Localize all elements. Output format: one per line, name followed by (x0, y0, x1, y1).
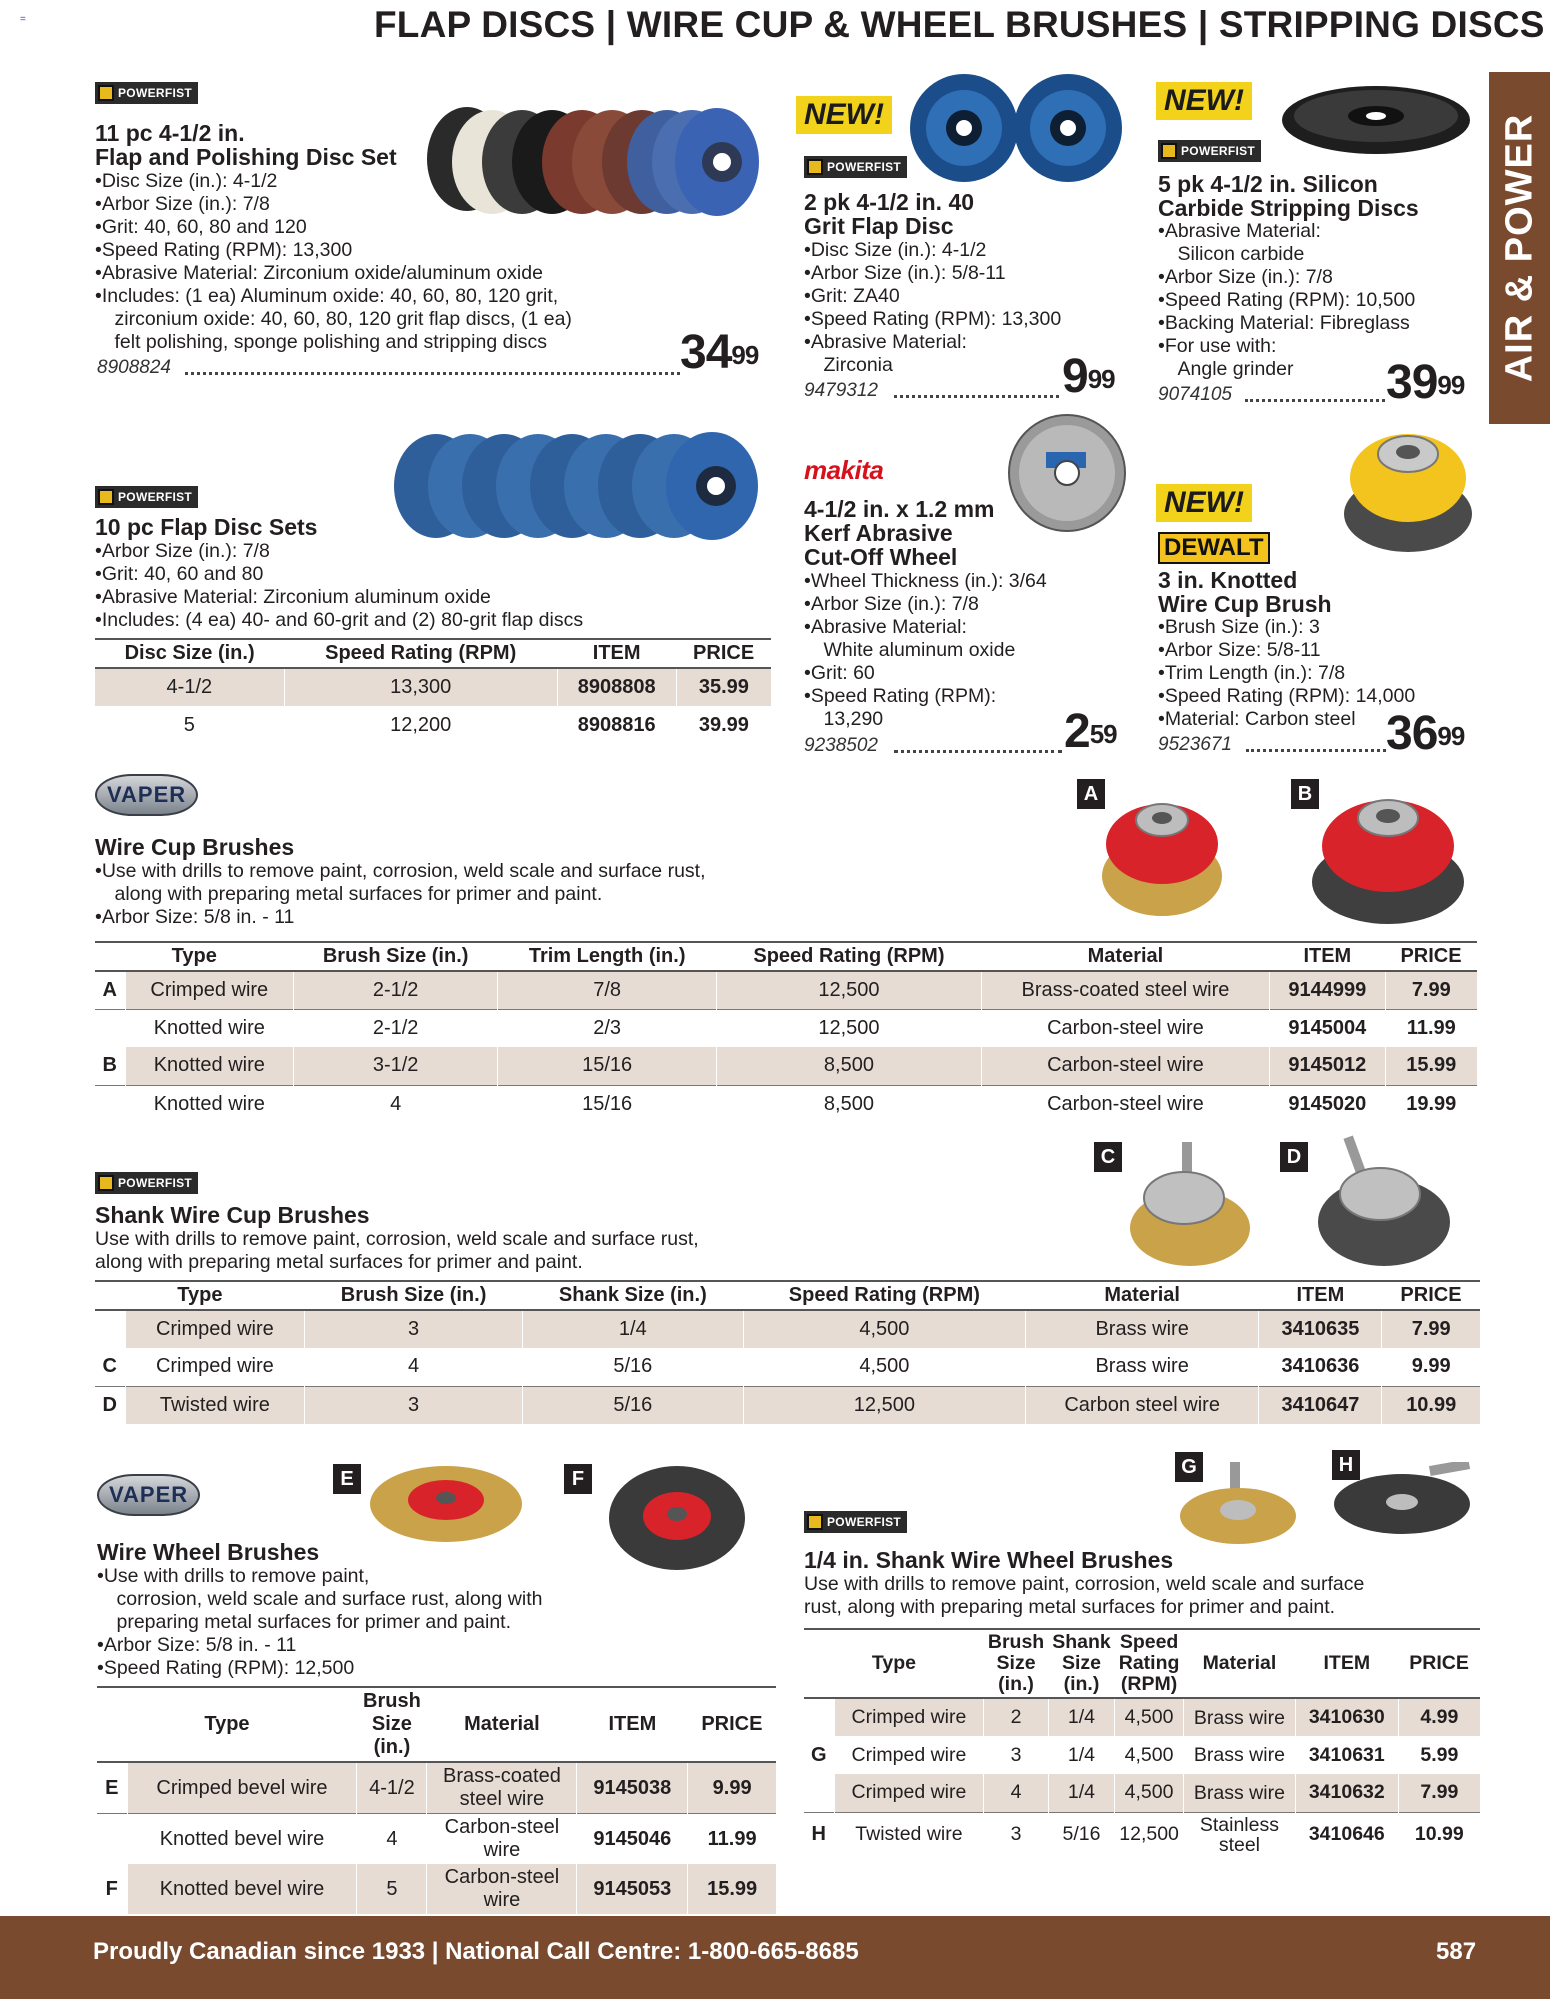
table-cell: 12,200 (284, 706, 557, 744)
spec-line: •Arbor Size: 5/8 in. - 11 (97, 1634, 297, 1656)
table-cell: 7/8 (498, 971, 717, 1009)
spec-line: •Use with drills to remove paint, (97, 1565, 370, 1587)
grit-flap-disc-image (906, 72, 1128, 188)
product-title: Shank Wire Cup Brushes (95, 1202, 370, 1228)
product-specs (95, 860, 706, 929)
table-cell: Twisted wire (125, 1386, 305, 1424)
section-tab-label: AIR & POWER (1498, 113, 1540, 383)
header-cell: PRICE (1385, 942, 1477, 971)
product-specs (1158, 220, 1415, 381)
table-cell: Brass wire (1025, 1310, 1258, 1348)
table-cell: 4.99 (1398, 1698, 1480, 1736)
table-cell: 3410646 (1295, 1812, 1398, 1857)
table-cell: Brass-coated steel wire (427, 1762, 577, 1814)
table-cell: 5/16 (522, 1386, 743, 1424)
table-cell: F (97, 1864, 127, 1914)
leader-dots (1245, 399, 1385, 402)
table-row (804, 1736, 1480, 1774)
table-cell: A (95, 971, 125, 1009)
table-cell: 39.99 (676, 706, 771, 744)
price: $34^{99}$ (680, 326, 759, 379)
table-cell: 2-1/2 (294, 971, 498, 1009)
table-cell: 8,500 (717, 1085, 982, 1123)
table-cell: Knotted wire (125, 1085, 294, 1123)
header-cell: Material (1025, 1281, 1258, 1310)
table-cell: Crimped wire (834, 1774, 984, 1812)
leader-dots (1246, 749, 1386, 752)
table-cell: 15/16 (498, 1047, 717, 1085)
table-cell: Crimped wire (125, 971, 294, 1009)
spec-line: White aluminum oxide (804, 639, 1016, 661)
sku: 9479312 (804, 380, 878, 401)
table-cell: Twisted wire (834, 1812, 984, 1857)
table-row (95, 1085, 1477, 1123)
table-cell: 3410632 (1295, 1774, 1398, 1812)
header-cell: Material (1183, 1629, 1295, 1698)
marker-a: A (1077, 779, 1105, 809)
table-cell: 7.99 (1398, 1774, 1480, 1812)
table-cell: 13,300 (284, 668, 557, 706)
table-cell: G (810, 1743, 827, 1766)
spec-line: Angle grinder (1158, 358, 1294, 380)
header-cell: Disc Size (in.) (95, 639, 284, 668)
new-badge: NEW! (1156, 82, 1252, 120)
corner-mark: = (20, 14, 26, 25)
crimped-cup-brush-image (1096, 780, 1228, 920)
table-cell: 4,500 (743, 1348, 1025, 1386)
table-cell (97, 1814, 127, 1865)
table-row (95, 1047, 1477, 1085)
spec-line: •Abrasive Material: Zirconium oxide/aluminum oxide (95, 262, 543, 284)
powerfist-badge: POWERFIST (804, 156, 907, 180)
shank-wheel-table (804, 1628, 1480, 1857)
page-number: 587 (1436, 1938, 1477, 1965)
spec-line: •Arbor Size (in.): 7/8 (95, 193, 270, 215)
spec-line: corrosion, weld scale and surface rust, along with (97, 1588, 543, 1610)
spec-line: •Grit: ZA40 (804, 285, 900, 307)
spec-line: •Disc Size (in.): 4-1/2 (95, 170, 278, 192)
header-cell: Type (804, 1629, 984, 1698)
table-cell: 11.99 (1385, 1009, 1477, 1047)
table-cell (95, 1310, 125, 1348)
product-specs (1158, 616, 1415, 731)
header-cell: ITEM (557, 639, 676, 668)
product-specs (804, 239, 1061, 377)
table-cell: 4 (294, 1085, 498, 1123)
product-title: 2 pk 4-1/2 in. 40 Grit Flap Disc (804, 189, 975, 239)
table-cell: 3410647 (1259, 1386, 1382, 1424)
price: $36^{99}$ (1386, 707, 1465, 760)
spec-line: •Abrasive Material: (804, 331, 967, 353)
product-title: Wire Cup Brushes (95, 834, 295, 860)
spec-line: felt polishing, sponge polishing and stripping discs (95, 331, 548, 353)
table-cell: Knotted bevel wire (127, 1814, 357, 1865)
spec-line: •Material: Carbon steel (1158, 708, 1356, 730)
table-row (95, 1348, 1480, 1386)
product-title: 4-1/2 in. x 1.2 mm Kerf Abrasive Cut-Off Wheel (804, 496, 995, 570)
table-cell: 8908816 (557, 706, 676, 744)
table-cell: 3410630 (1295, 1698, 1398, 1736)
table-cell: Carbon-steel wire (981, 1085, 1269, 1123)
spec-line: •Arbor Size (in.): 5/8-11 (804, 262, 1006, 284)
table-cell: Crimped wire (125, 1348, 305, 1386)
table-row (95, 706, 771, 744)
table-cell: 7.99 (1382, 1310, 1480, 1348)
table-row (97, 1814, 776, 1865)
spec-line: •Backing Material: Fibreglass (1158, 312, 1410, 334)
spec-line: •Speed Rating (RPM): 14,000 (1158, 685, 1416, 707)
spec-line: preparing metal surfaces for primer and paint. (97, 1611, 512, 1633)
sku: 9238502 (804, 735, 878, 756)
marker-h: H (1332, 1450, 1360, 1480)
header-cell: Speed Rating (RPM) (284, 639, 557, 668)
table-cell: 12,500 (717, 1009, 982, 1047)
table-cell: D (95, 1386, 125, 1424)
flap-disc-sets-image (390, 430, 770, 542)
header-cell: Speed Rating (RPM) (743, 1281, 1025, 1310)
table-cell: 4 (305, 1348, 523, 1386)
header-cell: ITEM (1295, 1629, 1398, 1698)
sku: 9074105 (1158, 384, 1232, 405)
table-cell: 2 (984, 1698, 1048, 1736)
table-cell: Brass wire (1183, 1736, 1295, 1774)
table-cell: 1/4 (1048, 1698, 1115, 1736)
table-cell: 12,500 (717, 971, 982, 1009)
leader-dots (894, 750, 1062, 753)
table-row (97, 1864, 776, 1914)
spec-line: •Speed Rating (RPM): 12,500 (97, 1657, 355, 1679)
table-cell: 3-1/2 (294, 1047, 498, 1085)
table-cell: Carbon steel wire (1025, 1386, 1258, 1424)
table-cell: 3410635 (1259, 1310, 1382, 1348)
table-cell: Stainless steel (1183, 1812, 1295, 1857)
header-cell: Type (95, 942, 294, 971)
flap-disc-sets-table (95, 638, 771, 744)
shank-cup-table (95, 1280, 1480, 1424)
footer (0, 1916, 1550, 1999)
table-cell (95, 1085, 125, 1123)
table-row (97, 1762, 776, 1814)
spec-line: •Speed Rating (RPM): 10,500 (1158, 289, 1416, 311)
spec-line: zirconium oxide: 40, 60, 80, 120 grit flap discs, (1 ea) (95, 308, 572, 330)
table-cell: C (102, 1355, 117, 1378)
spec-line: •Arbor Size (in.): 7/8 (804, 593, 979, 615)
table-cell: 9145004 (1270, 1009, 1385, 1047)
new-badge: NEW! (796, 96, 892, 134)
spec-line: along with preparing metal surfaces for primer and paint. (95, 883, 603, 905)
spec-line: •Speed Rating (RPM): 13,300 (95, 239, 353, 261)
vaper-logo: VAPER (97, 1474, 200, 1516)
table-cell: 12,500 (743, 1386, 1025, 1424)
table-cell: 5.99 (1398, 1736, 1480, 1774)
table-cell: 9144999 (1270, 971, 1385, 1009)
table-row (95, 1310, 1480, 1348)
table-row (95, 971, 1477, 1009)
table-cell: 1/4 (522, 1310, 743, 1348)
header-cell: PRICE (1382, 1281, 1480, 1310)
table-cell: 4 (984, 1774, 1048, 1812)
table-cell: 3 (984, 1736, 1048, 1774)
spec-line: •Abrasive Material: (1158, 220, 1321, 242)
spec-line: •Includes: (4 ea) 40- and 60-grit and (2) 80-grit flap discs (95, 609, 584, 631)
table-cell: 1/4 (1048, 1736, 1115, 1774)
table-cell: Crimped wire (125, 1310, 305, 1348)
powerfist-badge: POWERFIST (95, 82, 198, 106)
header-cell: ITEM (577, 1687, 688, 1762)
table-row (95, 668, 771, 706)
spec-line: •Arbor Size (in.): 7/8 (95, 540, 270, 562)
spec-line: •Abrasive Material: Zirconium aluminum oxide (95, 586, 491, 608)
table-cell: H (804, 1812, 834, 1857)
powerfist-badge: POWERFIST (1158, 140, 1261, 164)
spec-line: •Arbor Size: 5/8-11 (1158, 639, 1321, 661)
shank-twisted-wheel-image (1330, 1462, 1482, 1540)
header-cell: Type (95, 1281, 305, 1310)
spec-line: •Arbor Size (in.): 7/8 (1158, 266, 1333, 288)
table-cell: E (97, 1762, 127, 1814)
product-title: Wire Wheel Brushes (97, 1539, 320, 1565)
table-cell: 15.99 (1385, 1047, 1477, 1085)
spec-line: •Speed Rating (RPM): 13,300 (804, 308, 1062, 330)
table-cell: Knotted wire (125, 1009, 294, 1047)
table-cell: 7.99 (1385, 971, 1477, 1009)
table-cell: 3410631 (1295, 1736, 1398, 1774)
table-cell: 10.99 (1382, 1386, 1480, 1424)
vaper-logo: VAPER (95, 774, 198, 816)
spec-line: •Wheel Thickness (in.): 3/64 (804, 570, 1047, 592)
table-cell: 9.99 (1382, 1348, 1480, 1386)
table-cell (95, 1009, 125, 1047)
table-cell: Carbon-steel wire (427, 1864, 577, 1914)
leader-dots (185, 372, 680, 375)
table-cell: 2/3 (498, 1009, 717, 1047)
spec-line: •Use with drills to remove paint, corrosion, weld scale and surface rust, (95, 860, 706, 882)
table-cell: 5 (357, 1864, 427, 1914)
table-cell: 12,500 (1115, 1812, 1184, 1857)
header-cell: Material (981, 942, 1269, 971)
table-cell: Brass-coated steel wire (981, 971, 1269, 1009)
product-title: 10 pc Flap Disc Sets (95, 514, 318, 540)
table-cell: Brass wire (1183, 1698, 1295, 1736)
product-title: 11 pc 4-1/2 in. Flap and Polishing Disc Set (95, 120, 397, 170)
table-cell: 9145053 (577, 1864, 688, 1914)
spec-line: Zirconia (804, 354, 893, 376)
table-row (804, 1812, 1480, 1857)
table-cell: 2-1/2 (294, 1009, 498, 1047)
sku: 8908824 (97, 357, 171, 378)
table-cell: Knotted bevel wire (127, 1864, 357, 1914)
powerfist-badge: POWERFIST (804, 1511, 907, 1535)
marker-b: B (1291, 779, 1319, 809)
table-cell: Brass wire (1183, 1774, 1295, 1812)
header-cell: ITEM (1259, 1281, 1382, 1310)
sku: 9523671 (1158, 734, 1232, 755)
dewalt-logo: DEWALT (1158, 532, 1270, 564)
table-cell: 5/16 (1048, 1812, 1115, 1857)
product-title: 1/4 in. Shank Wire Wheel Brushes (804, 1547, 1174, 1573)
product-specs (804, 570, 1047, 731)
header-cell: Brush Size (in.) (305, 1281, 523, 1310)
header-cell: Type (97, 1687, 357, 1762)
section-tab[interactable] (1489, 72, 1550, 424)
table-row (804, 1774, 1480, 1812)
header-cell: ITEM (1270, 942, 1385, 971)
table-cell (804, 1774, 834, 1812)
table-cell: 5 (183, 713, 195, 736)
table-cell: 9145020 (1270, 1085, 1385, 1123)
footer-contact: Proudly Canadian since 1933 | National Call Centre: 1-800-665-8685 (93, 1938, 859, 1965)
table-cell: 4,500 (1115, 1736, 1184, 1774)
table-cell: Carbon-steel wire (427, 1814, 577, 1865)
header-cell: Speed Rating (RPM) (717, 942, 982, 971)
table-cell: 4,500 (1115, 1698, 1184, 1736)
header-cell: PRICE (1398, 1629, 1480, 1698)
shank-crimped-wheel-image (1176, 1460, 1306, 1548)
stripping-disc-image (1276, 84, 1472, 156)
table-cell: 5/16 (522, 1348, 743, 1386)
product-title: 3 in. Knotted Wire Cup Brush (1158, 567, 1332, 617)
spec-line: •Includes: (1 ea) Aluminum oxide: 40, 60, 80, 120 grit, (95, 285, 559, 307)
marker-f: F (564, 1464, 592, 1494)
spec-line: •Brush Size (in.): 3 (1158, 616, 1320, 638)
leader-dots (894, 395, 1059, 398)
table-cell: 3 (305, 1386, 523, 1424)
table-cell: B (95, 1047, 125, 1085)
powerfist-badge: POWERFIST (95, 486, 198, 510)
knotted-cup-brush-image (1340, 414, 1476, 556)
table-cell: 15.99 (688, 1864, 776, 1914)
header-cell: Shank Size (in.) (522, 1281, 743, 1310)
table-cell: 8,500 (717, 1047, 982, 1085)
spec-line: •Grit: 40, 60, 80 and 120 (95, 216, 307, 238)
product-specs (95, 540, 583, 632)
header-cell: Brush Size (in.) (984, 1629, 1048, 1698)
table-cell: 35.99 (676, 668, 771, 706)
flap-disc-set-image (412, 104, 772, 226)
table-cell: 9145046 (577, 1814, 688, 1865)
header-cell: Material (427, 1687, 577, 1762)
table-cell: Carbon-steel wire (981, 1009, 1269, 1047)
table-cell: 3 (984, 1812, 1048, 1857)
table-cell: Knotted wire (125, 1047, 294, 1085)
marker-g: G (1175, 1452, 1203, 1482)
table-cell: Crimped wire (834, 1736, 984, 1774)
table-cell: Carbon-steel wire (981, 1047, 1269, 1085)
header-cell: Brush Size (in.) (357, 1687, 427, 1762)
cutoff-wheel-image (1006, 412, 1128, 534)
product-specs (97, 1565, 542, 1680)
table-cell: 4-1/2 (95, 668, 284, 706)
header-cell: Trim Length (in.) (498, 942, 717, 971)
table-cell (804, 1698, 834, 1736)
product-description: Use with drills to remove paint, corrosion, weld scale and surface rust, along with preparing metal surfaces for primer and paint. (804, 1573, 1365, 1618)
wire-cup-table (95, 941, 1477, 1123)
header-cell: Brush Size (in.) (294, 942, 498, 971)
spec-line: •Abrasive Material: (804, 616, 967, 638)
table-cell: 10.99 (1398, 1812, 1480, 1857)
table-row (95, 1009, 1477, 1047)
price: $39^{99}$ (1386, 356, 1465, 409)
page-title: FLAP DISCS | WIRE CUP & WHEEL BRUSHES | STRIPPING DISCS (374, 4, 1545, 45)
spec-line: •Grit: 40, 60 and 80 (95, 563, 264, 585)
product-description: Use with drills to remove paint, corrosion, weld scale and surface rust, along with preparing metal surfaces for primer and paint. (95, 1228, 699, 1273)
spec-line: Silicon carbide (1158, 243, 1305, 265)
table-cell: 9145038 (577, 1762, 688, 1814)
header-cell: PRICE (688, 1687, 776, 1762)
table-cell: 15/16 (498, 1085, 717, 1123)
table-cell: 8908808 (557, 668, 676, 706)
table-cell: 9145012 (1270, 1047, 1385, 1085)
marker-d: D (1280, 1142, 1308, 1172)
table-cell: Crimped wire (834, 1698, 984, 1736)
crimped-wheel-image (366, 1462, 526, 1546)
table-cell: 9.99 (688, 1762, 776, 1814)
table-cell: 4 (357, 1814, 427, 1865)
marker-c: C (1094, 1142, 1122, 1172)
table-cell: 19.99 (1385, 1085, 1477, 1123)
knotted-cup-brush-image (1308, 778, 1468, 928)
price: $2^{59}$ (1064, 705, 1117, 758)
spec-line: •Disc Size (in.): 4-1/2 (804, 239, 987, 261)
table-cell: Brass wire (1025, 1348, 1258, 1386)
knotted-wheel-image (606, 1462, 748, 1572)
powerfist-badge: POWERFIST (95, 1172, 198, 1196)
table-cell: 4,500 (743, 1310, 1025, 1348)
table-row (95, 1386, 1480, 1424)
price: $9^{99}$ (1062, 350, 1115, 403)
table-cell: 3 (305, 1310, 523, 1348)
table-cell: 4-1/2 (357, 1762, 427, 1814)
table-cell: Crimped bevel wire (127, 1762, 357, 1814)
spec-line: •Trim Length (in.): 7/8 (1158, 662, 1346, 684)
table-cell: 11.99 (688, 1814, 776, 1865)
shank-twisted-cup-image (1310, 1134, 1454, 1276)
shank-crimped-cup-image (1124, 1140, 1258, 1270)
table-cell: 3410636 (1259, 1348, 1382, 1386)
table-cell: 4,500 (1115, 1774, 1184, 1812)
table-row (804, 1698, 1480, 1736)
spec-line: •Speed Rating (RPM): (804, 685, 997, 707)
spec-line: •For use with: (1158, 335, 1277, 357)
table-cell: 1/4 (1048, 1774, 1115, 1812)
spec-line: •Grit: 60 (804, 662, 875, 684)
makita-logo: makita (804, 455, 884, 485)
new-badge: NEW! (1156, 484, 1252, 522)
spec-line: •Arbor Size: 5/8 in. - 11 (95, 906, 295, 928)
marker-e: E (333, 1464, 361, 1494)
spec-line: 13,290 (804, 708, 884, 730)
product-title: 5 pk 4-1/2 in. Silicon Carbide Stripping Discs (1158, 171, 1419, 221)
wheel-brushes-table (97, 1686, 776, 1914)
header-cell: PRICE (676, 639, 771, 668)
header-cell: Shank Size (in.) (1048, 1629, 1115, 1698)
header-cell: Speed Rating (RPM) (1115, 1629, 1184, 1698)
